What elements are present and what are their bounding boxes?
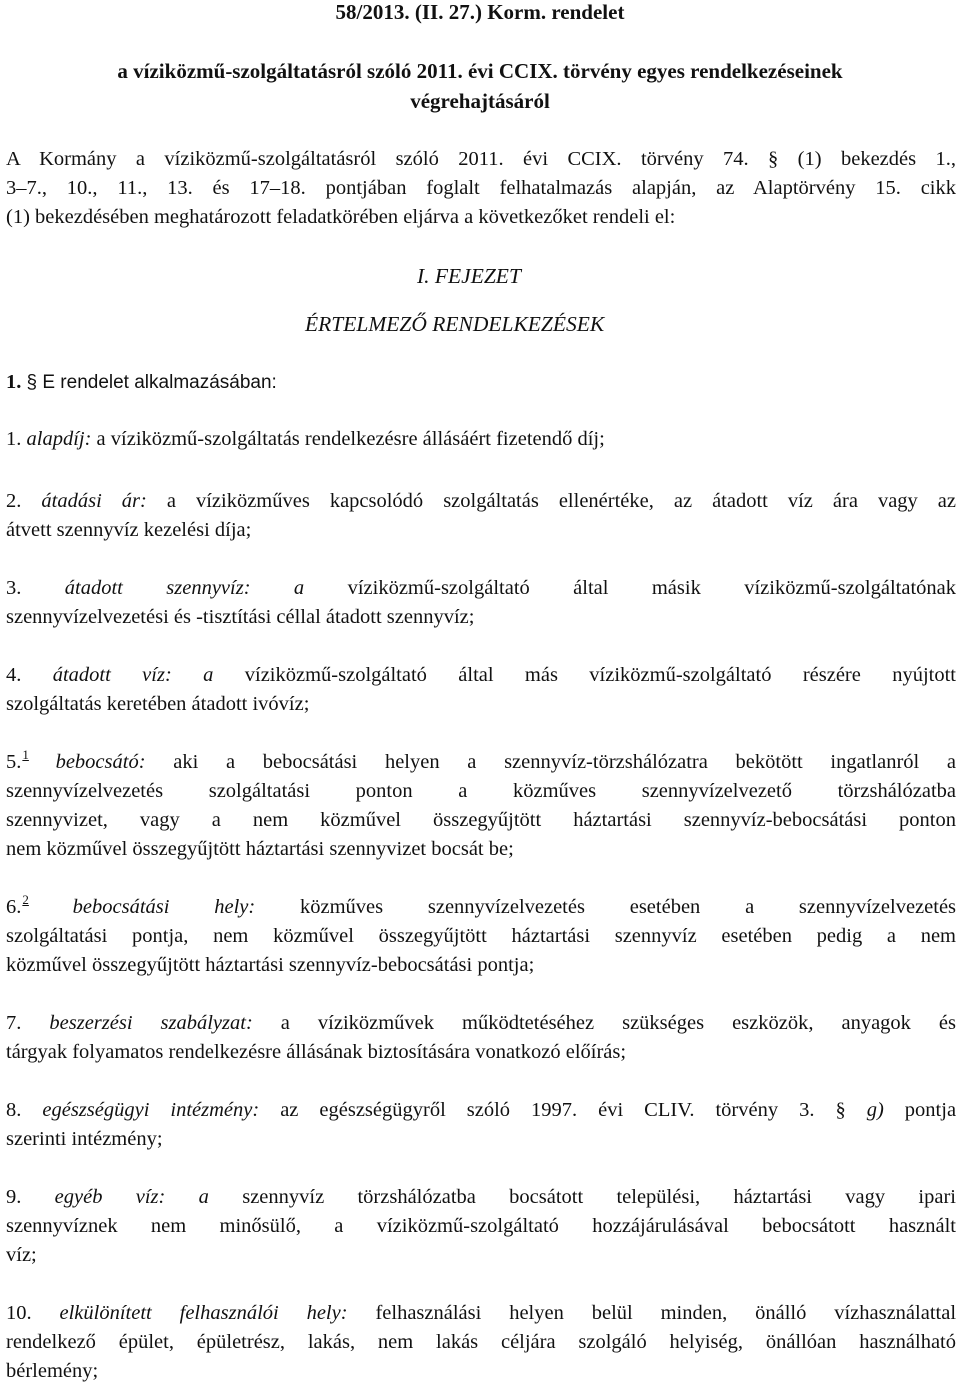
section-number: 1. [6,371,22,393]
definition-item [6,748,956,777]
definition-text: szolgáltatás keretében átadott ivóvíz; [6,693,310,715]
definition-item [6,893,956,922]
definition-text: víziközmű-szolgáltató által más víziközmű-szolgáltató részére nyújtott [244,664,956,686]
decree-title-line-2: végrehajtásáról [410,89,550,113]
definition-item [6,1299,956,1328]
section-label: § E rendelet alkalmazásában: [26,372,277,393]
definition-number: 6. [6,896,22,918]
definition-text: közműves szennyvízelvezetés esetében a szennyvízelvezetés [299,896,956,918]
definition-text: szerinti intézmény; [6,1128,163,1150]
definition-text: az egészségügyről szóló 1997. évi CLIV. törvény 3. § [280,1099,846,1121]
definition-item [6,1096,956,1125]
definition-term: bebocsátó: [55,751,146,773]
definition-text: szennyvíznek nem minősülő, a víziközmű-szolgáltató hozzájárulásával bebocsátott használt [6,1215,956,1237]
preamble-line: A Kormány a víziközmű-szolgáltatásról szóló 2011. évi CCIX. törvény 74. § (1) bekezdés 1., [6,148,956,170]
definition-number: 2. [6,490,22,512]
definition-text: a víziközmű-szolgáltatás rendelkezésre állásáért fizetendő díj; [96,428,605,450]
definition-number: 8. [6,1099,22,1121]
definition-text: szennyvíz törzshálózatba bocsátott települési, háztartási vagy ipari [242,1186,956,1208]
definition-item [6,1009,956,1038]
chapter-title: ÉRTELMEZŐ RENDELKEZÉSEK [305,312,605,336]
definition-term: átadási ár: [41,490,147,512]
definition-text: víz; [6,1244,37,1266]
definition-number: 9. [6,1186,22,1208]
definition-text: rendelkező épület, épületrész, lakás, nem lakás céljára szolgáló helyiség, önállóan használható [6,1331,956,1353]
definition-term: átadott szennyvíz: a [64,577,305,599]
definition-text: szolgáltatási pontja, nem közművel összegyűjtött háztartási szennyvíz esetében pedig a nem [6,925,956,947]
definition-number: 4. [6,664,22,686]
definition-text: a víziközművek működtetéséhez szükséges eszközök, anyagok és [280,1012,956,1034]
definition-text: aki a bebocsátási helyen a szennyvíz-törzshálózatra bekötött ingatlanról a [173,751,956,773]
definition-text: szennyvízelvezetési és -tisztítási céllal átadott szennyvíz; [6,606,475,628]
definition-term: beszerzési szabályzat: [49,1012,253,1034]
preamble-line: (1) bekezdésében meghatározott feladatkörében eljárva a következőket rendeli el: [6,206,676,228]
definition-text: tárgyak folyamatos rendelkezésre állásának biztosítására vonatkozó előírás; [6,1041,627,1063]
definition-item [6,425,605,454]
definition-text: nem közművel összegyűjtött háztartási szennyvizet bocsát be; [6,838,514,860]
definition-item [6,574,956,603]
definition-text: bérlemény; [6,1360,99,1382]
footnote-link[interactable]: 1 [22,748,29,762]
section-heading [6,368,277,397]
definition-inline-tail: pontja [904,1099,956,1121]
definition-text: víziközmű-szolgáltató által másik víziközmű-szolgáltatónak [347,577,956,599]
definition-number: 10. [6,1302,32,1324]
definition-number: 1. [6,428,22,450]
definition-text: a víziközműves kapcsolódó szolgáltatás ellenértéke, az átadott víz ára vagy az [166,490,956,512]
decree-number: 58/2013. (II. 27.) Korm. rendelet [335,0,625,24]
decree-title-line-1: a víziközmű-szolgáltatásról szóló 2011. évi CCIX. törvény egyes rendelkezéseinek [117,59,843,83]
definition-text: átvett szennyvíz kezelési díja; [6,519,252,541]
definition-term: bebocsátási hely: [72,896,256,918]
definition-term: alapdíj: [26,428,92,450]
preamble-line: 3–7., 10., 11., 13. és 17–18. pontjában foglalt felhatalmazás alapján, az Alaptörvény 15. cikk [6,177,956,199]
definition-number: 5. [6,751,22,773]
definition-text: szennyvízelvezetés szolgáltatási ponton a közműves szennyvízelvezető törzshálózatba [6,780,956,802]
definition-text: szennyvizet, vagy a nem közművel összegyűjtött háztartási szennyvíz-bebocsátási ponton [6,809,956,831]
footnote-link[interactable]: 2 [22,893,29,907]
definition-text: közművel összegyűjtött háztartási szennyvíz-bebocsátási pontja; [6,954,535,976]
definition-term: elkülönített felhasználói hely: [59,1302,348,1324]
definition-term: egészségügyi intézmény: [42,1099,260,1121]
definition-item [6,1183,956,1212]
definition-term: egyéb víz: a [54,1186,209,1208]
chapter-number: I. FEJEZET [417,264,521,288]
definition-number: 3. [6,577,22,599]
definition-term: átadott víz: a [52,664,214,686]
definition-item [6,661,956,690]
definition-text: felhasználási helyen belül minden, önálló vízhasználattal [375,1302,956,1324]
definition-item [6,487,956,516]
definition-inline-italic: g) [866,1099,884,1121]
definition-number: 7. [6,1012,22,1034]
